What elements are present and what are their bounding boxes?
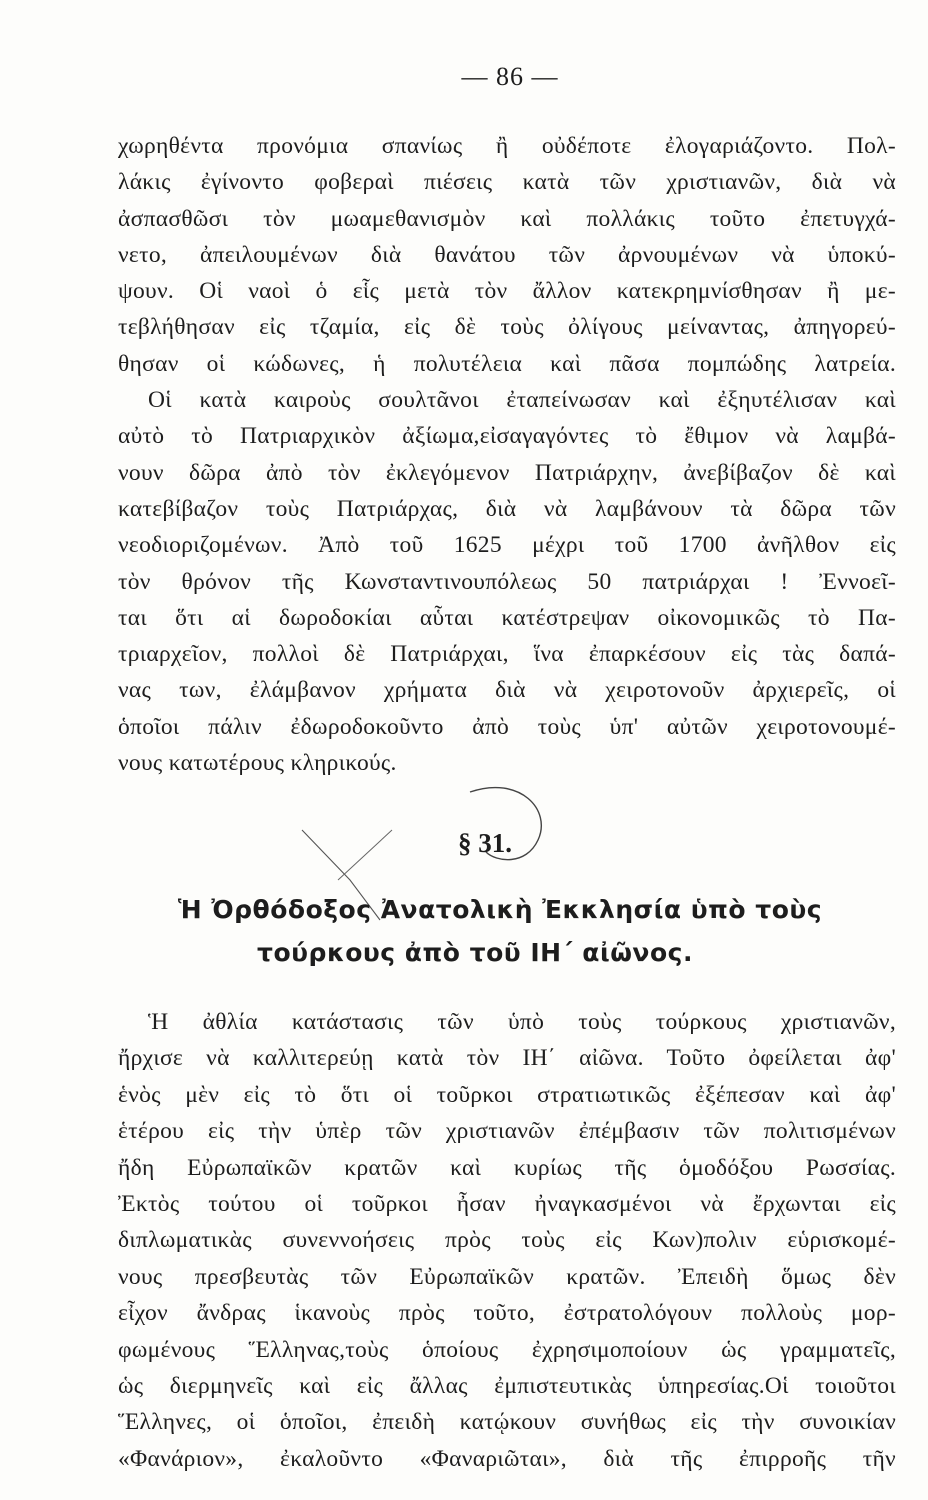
text-line: φωμένους Ἕλληνας,τοὺς ὁποίους ἐχρησιμοποίουν ὡς γραμματεῖς, (118, 1336, 896, 1363)
page-number: — 86 — (461, 62, 559, 91)
section-heading: Ἡ Ὀρθόδοξος Ἀνατολικὴ Ἐκκλησία ὑπὸ τοὺς (177, 895, 823, 924)
text-line: ὡς διερμηνεῖς καὶ εἰς ἄλλας ἐμπιστευτικὰς ὑπηρεσίας.Οἱ τοιοῦτοι (118, 1372, 896, 1399)
text-line: «Φανάριον», ἐκαλοῦντο «Φαναριῶται», διὰ τῆς ἐπιρροῆς τῆν (118, 1445, 896, 1472)
text-line: νεοδιοριζομένων. Ἀπὸ τοῦ 1625 μέχρι τοῦ 1700 ἀνῆλθον εἰς (118, 532, 896, 559)
section-heading-continued: τούρκους ἀπὸ τοῦ ΙΗ΄ αἰῶνος. (257, 938, 693, 967)
text-line: Ἕλληνες, οἱ ὁποῖοι, ἐπειδὴ κατῴκουν συνήθως εἰς τὴν συνοικίαν (118, 1409, 896, 1436)
text-line: ἤρχισε νὰ καλλιτερεύῃ κατὰ τὸν ΙΗ΄ αἰῶνα. Τοῦτο ὀφείλεται ἀφ' (118, 1045, 896, 1072)
text-block-upper (118, 128, 896, 781)
text-line: ἑτέρου εἰς τὴν ὑπὲρ τῶν χριστιανῶν ἐπέμβασιν τῶν πολιτισμένων (118, 1118, 896, 1145)
text-line: ται ὅτι αἱ δωροδοκίαι αὗται κατέστρεψαν οἰκονομικῶς τὸ Πα- (118, 604, 896, 631)
text-line: νους πρεσβευτὰς τῶν Εὐρωπαϊκῶν κρατῶν. Ἐπειδὴ ὅμως δὲν (118, 1263, 896, 1290)
text-line: Οἱ κατὰ καιροὺς σουλτᾶνοι ἐταπείνωσαν καὶ ἐξηυτέλισαν καὶ (148, 387, 896, 414)
text-line: Ἡ ἀθλία κατάστασις τῶν ὑπὸ τοὺς τούρκους χριστιανῶν, (148, 1009, 896, 1035)
text-line: ὁποῖοι πάλιν ἐδωροδοκοῦντο ἀπὸ τοὺς ὑπ' αὐτῶν χειροτονουμέ- (118, 713, 896, 740)
text-line: τεβλήθησαν εἰς τζαμία, εἰς δὲ τοὺς ὀλίγους μείναντας, ἀπηγορεύ- (118, 314, 896, 341)
text-line: νους κατωτέρους κληρικούς. (118, 750, 397, 777)
text-line: ἤδη Εὐρωπαϊκῶν κρατῶν καὶ κυρίως τῆς ὁμοδόξου Ρωσσίας. (118, 1154, 896, 1181)
text-line: διπλωματικὰς συνεννοήσεις πρὸς τοὺς εἰς Κων)πολιν εὑρισκομέ- (118, 1227, 896, 1254)
text-line: ἀσπασθῶσι τὸν μωαμεθανισμὸν καὶ πολλάκις τοῦτο ἐπετυγχά- (118, 205, 896, 232)
text-line: λάκις ἐγίνοντο φοβεραὶ πιέσεις κατὰ τῶν χριστιανῶν, διὰ νὰ (118, 169, 896, 196)
text-line: θησαν οἱ κώδωνες, ἡ πολυτέλεια καὶ πᾶσα πομπώδης λατρεία. (118, 350, 896, 377)
text-line: αὐτὸ τὸ Πατριαρχικὸν ἀξίωμα,εἰσαγαγόντες τὸ ἔθιμον νὰ λαμβά- (118, 423, 896, 450)
text-line: νετο, ἀπειλουμένων διὰ θανάτου τῶν ἀρνουμένων νὰ ὑποκύ- (118, 241, 896, 268)
text-line: χωρηθέντα προνόμια σπανίως ἢ οὐδέποτε ἐλογαριάζοντο. Πολ- (118, 133, 896, 159)
text-line: κατεβίβαζον τοὺς Πατριάρχας, διὰ νὰ λαμβάνουν τὰ δῶρα τῶν (118, 495, 896, 522)
text-line: νας των, ἐλάμβανον χρήματα διὰ νὰ χειροτονοῦν ἀρχιερεῖς, οἱ (118, 677, 896, 704)
text-line: Ἐκτὸς τούτου οἱ τοῦρκοι ἦσαν ἠναγκασμένοι νὰ ἔρχωνται εἰς (118, 1190, 896, 1217)
text-line: ἑνὸς μὲν εἰς τὸ ὅτι οἱ τοῦρκοι στρατιωτικῶς ἐξέπεσαν καὶ ἀφ' (118, 1081, 896, 1108)
text-line: τὸν θρόνον τῆς Κωνσταντινουπόλεως 50 πατριάρχαι ! Ἐννοεῖ- (118, 568, 896, 595)
section-number: § 31. (458, 828, 512, 858)
text-line: τριαρχεῖον, πολλοὶ δὲ Πατριάρχαι, ἵνα ἐπαρκέσουν εἰς τὰς δαπά- (118, 641, 896, 668)
text-block-lower (118, 1004, 896, 1474)
text-line: ψουν. Οἱ ναοὶ ὁ εἷς μετὰ τὸν ἄλλον κατεκρημνίσθησαν ἢ με- (118, 278, 896, 305)
text-line: εἶχον ἄνδρας ἱκανοὺς πρὸς τοῦτο, ἐστρατολόγουν πολλοὺς μορ- (118, 1300, 896, 1327)
text-line: νουν δῶρα ἀπὸ τὸν ἐκλεγόμενον Πατριάρχην, ἀνεβίβαζον δὲ καὶ (118, 459, 896, 486)
